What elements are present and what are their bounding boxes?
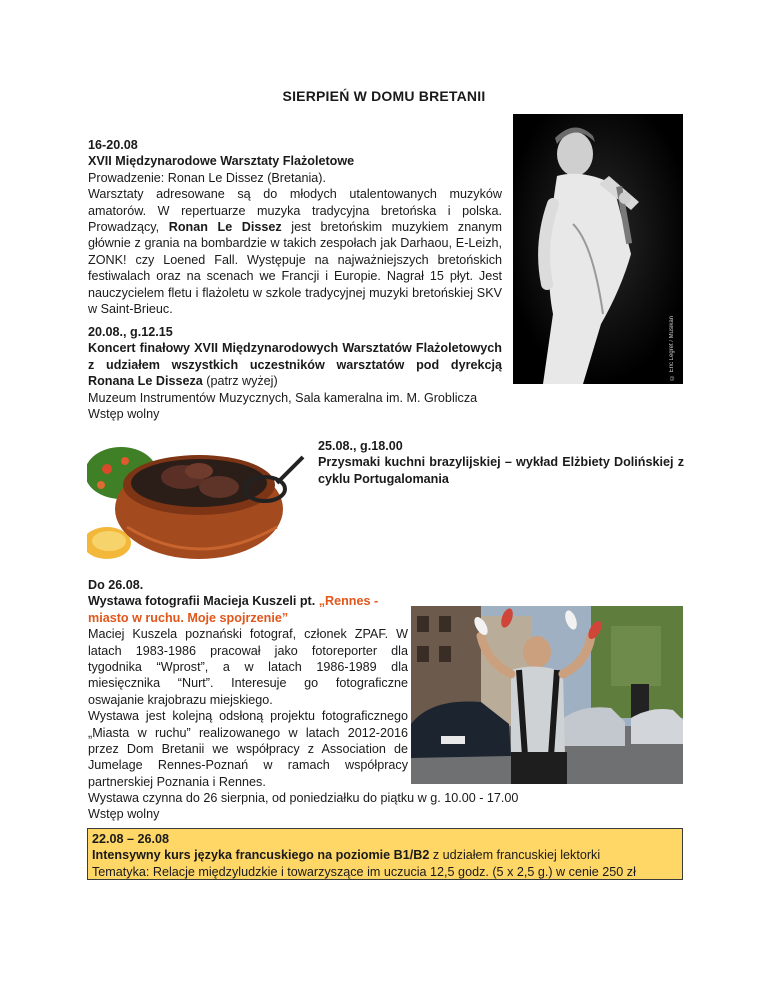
exhibition-title: „Rennes - miasto w ruchu. Moje spojrzenie”	[88, 594, 379, 625]
musician-photo	[513, 114, 683, 384]
event-date: Do 26.08.	[88, 578, 144, 592]
exhibition-hours: Wystawa czynna do 26 sierpnia, od poniedziałku do piątku w g. 10.00 - 17.00 Wstęp wolny	[88, 790, 684, 823]
event-description-2: Wystawa jest kolejną odsłoną projektu fotograficznego „Miasta w ruchu” realizowanego w latach 2012-2016 przez Dom Bretanii we współpracy z Association de Jumelage Rennes-Poznań w ramach współpracy partnerskiej Poznania i Rennes.	[88, 709, 408, 789]
event-title: Koncert finałowy XVII Międzynarodowych Warsztatów Flażoletowych z udziałem wszystkich uczestników warsztatów pod dyrekcją Ronana Le Disseza (patrz wyżej)	[88, 341, 502, 389]
event-concert	[88, 324, 502, 422]
event-lead: Prowadzenie: Ronan Le Dissez (Bretania).	[88, 170, 327, 185]
event-description: Maciej Kuszela poznański fotograf, członek ZPAF. W latach 1983-1986 pracował jako fotoreporter dla tygodnika “Wprost”, a w latach 1986-1989 dla miesięcznika “Nurt”. Interesuje go fotograficzne oswajanie krajobrazu miejskiego.	[88, 627, 408, 707]
event-title: Przysmaki kuchni brazylijskiej – wykład Elżbiety Dolińskiej z cyklu Portugalomania	[318, 455, 684, 486]
event-date: 16-20.08	[88, 138, 138, 152]
event-entry: Wstęp wolny	[88, 807, 160, 822]
event-venue: Muzeum Instrumentów Muzycznych, Sala kameralna im. M. Groblicza	[88, 390, 478, 405]
event-workshops	[88, 137, 502, 317]
event-entry: Wstęp wolny	[88, 407, 160, 422]
event-lecture	[318, 438, 684, 487]
event-exhibition	[88, 577, 408, 790]
event-title: Wystawa fotografii Macieja Kuszeli pt. „Rennes - miasto w ruchu. Moje spojrzenie”	[88, 594, 379, 625]
event-title: XVII Międzynarodowe Warsztaty Flażoletowe	[88, 154, 355, 169]
event-date: 25.08., g.18.00	[318, 439, 403, 453]
event-french-course	[87, 828, 683, 880]
brazilian-food-photo	[87, 431, 305, 571]
event-title: Intensywny kurs języka francuskiego na poziomie B1/B2 z udziałem francuskiej lektorki	[92, 848, 601, 863]
event-date: 20.08., g.12.15	[88, 325, 173, 339]
photo-credit: © Eric Legret / Musikan	[669, 315, 675, 380]
juggler-photo	[411, 606, 683, 784]
event-date: 22.08 – 26.08	[92, 832, 170, 846]
page-title: SIERPIEŃ W DOMU BRETANII	[282, 88, 486, 104]
event-topic: Tematyka: Relacje międzyludzkie i towarzyszące im uczucia 12,5 godz. (5 x 2,5 g.) w cenie 250 zł	[92, 864, 636, 879]
event-description: Warsztaty adresowane są do młodych utalentowanych muzyków amatorów. W repertuarze muzyka tradycyjna bretońska i polska. Prowadzący, Ronan Le Dissez jest bretońskim muzykiem znanym głównie z grania na bombardzie w takich zespołach jak Darhaou, E-Leizh, ZONK! czy Loened Fall. Występuje na najważniejszych bretońskich festiwalach oraz na scenach we Francji i Europie. Nagrał 15 płyt. Jest nauczycielem fletu i flażoletu w szkole tradycyjnej muzyki bretońskiej SKV w Saint-Brieuc.	[88, 187, 502, 317]
performer-name: Ronan Le Dissez	[168, 220, 282, 235]
